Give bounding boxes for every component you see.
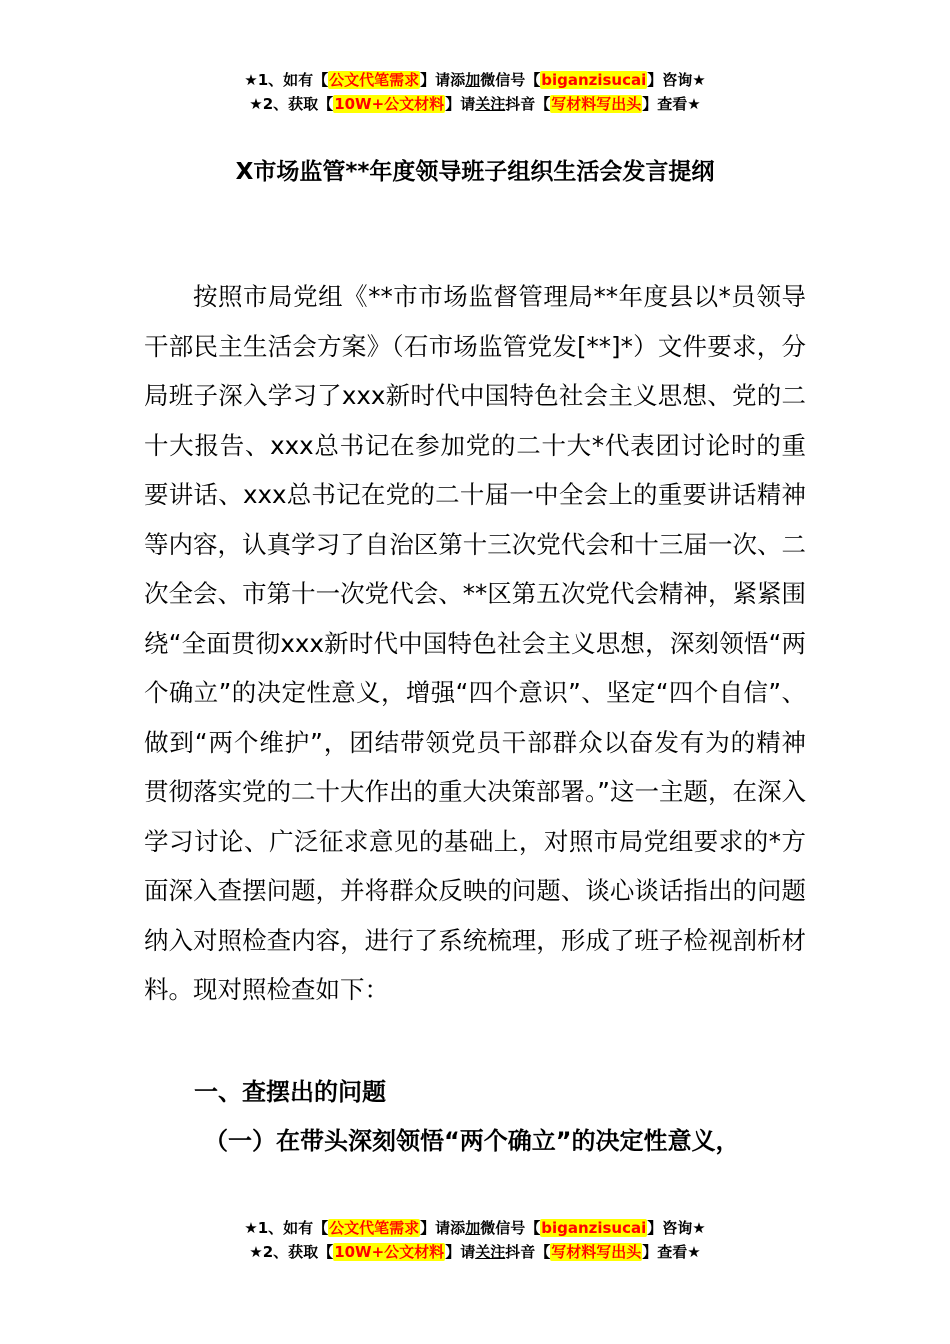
header-banner-line-2 [0, 92, 950, 116]
highlight-wechat-id: biganzisucai [541, 1219, 647, 1237]
highlight-materials: 10W+公文材料 [334, 95, 445, 113]
banner-text: 】查看★ [642, 95, 701, 113]
highlight-service: 公文代笔需求 [329, 71, 420, 89]
subsection-heading: （一）在带头深刻领悟“两个确立”的决定性意义， [204, 1127, 740, 1155]
document-title: X市场监管**年度领导班子组织生活会发言提纲 [235, 159, 715, 185]
highlight-douyin-account: 写材料写出头 [551, 1243, 642, 1261]
banner-text: ★1、如有【 [244, 71, 329, 89]
banner-text: 】查看★ [642, 1243, 701, 1261]
highlight-douyin-account: 写材料写出头 [551, 95, 642, 113]
body-paragraph: 按照市局党组《**市市场监督管理局**年度县以*员领导干部民主生活会方案》（石市场监管党发[**]*）文件要求，分局班子深入学习了xxx新时代中国特色社会主义思想、党的二十大报告、xxx总书记在参加党的二十大*代表团讨论时的重要讲话、xxx总书记在党的二十届一中全会上的重要讲话精神等内容，认真学习了自治区第十三次党代会和十三届一次、二次全会、市第十一次党代会、**区第五次党代会精神，紧紧围绕“全面贯彻xxx新时代中国特色社会主义思想，深刻领悟“两个确立”的决定性意义，增强“四个意识”、坚定“四个自信”、做到“两个维护”，团结带领党员干部群众以奋发有为的精神贯彻落实党的二十大作出的重大决策部署。”这一主题，在深入学习讨论、广泛征求意见的基础上，对照市局党组要求的*方面深入查摆问题，并将群众反映的问题、谈心谈话指出的问题纳入对照检查内容，进行了系统梳理，形成了班子检视剖析材料。现对照检查如下： [144, 282, 806, 1004]
footer-banner-line-2 [0, 1240, 950, 1264]
banner-text: 】咨询★ [647, 71, 706, 89]
banner-text: ★1、如有【 [244, 1219, 329, 1237]
highlight-materials: 10W+公文材料 [334, 1243, 445, 1261]
banner-underlined-text: 加 [465, 71, 481, 89]
highlight-wechat-id: biganzisucai [541, 71, 647, 89]
banner-text: 抖音【 [505, 95, 551, 113]
banner-text: 微信号【 [480, 71, 541, 89]
banner-text: 】请 [445, 95, 476, 113]
banner-text: ★2、获取【 [249, 95, 334, 113]
banner-text: 】咨询★ [647, 1219, 706, 1237]
banner-text: 微信号【 [480, 1219, 541, 1237]
header-banner-line-1 [0, 68, 950, 92]
banner-text: 】请添 [420, 1219, 466, 1237]
section-heading: 一、查摆出的问题 [194, 1078, 386, 1106]
highlight-service: 公文代笔需求 [329, 1219, 420, 1237]
banner-text: 】请添 [420, 71, 466, 89]
banner-text: ★2、获取【 [249, 1243, 334, 1261]
footer-banner-line-1 [0, 1216, 950, 1240]
banner-underlined-text: 关注 [475, 95, 506, 113]
banner-text: 抖音【 [505, 1243, 551, 1261]
footer-banner [0, 1216, 950, 1264]
header-banner [0, 68, 950, 116]
banner-text: 】请 [445, 1243, 476, 1261]
banner-underlined-text: 关注 [475, 1243, 506, 1261]
banner-underlined-text: 加 [465, 1219, 481, 1237]
